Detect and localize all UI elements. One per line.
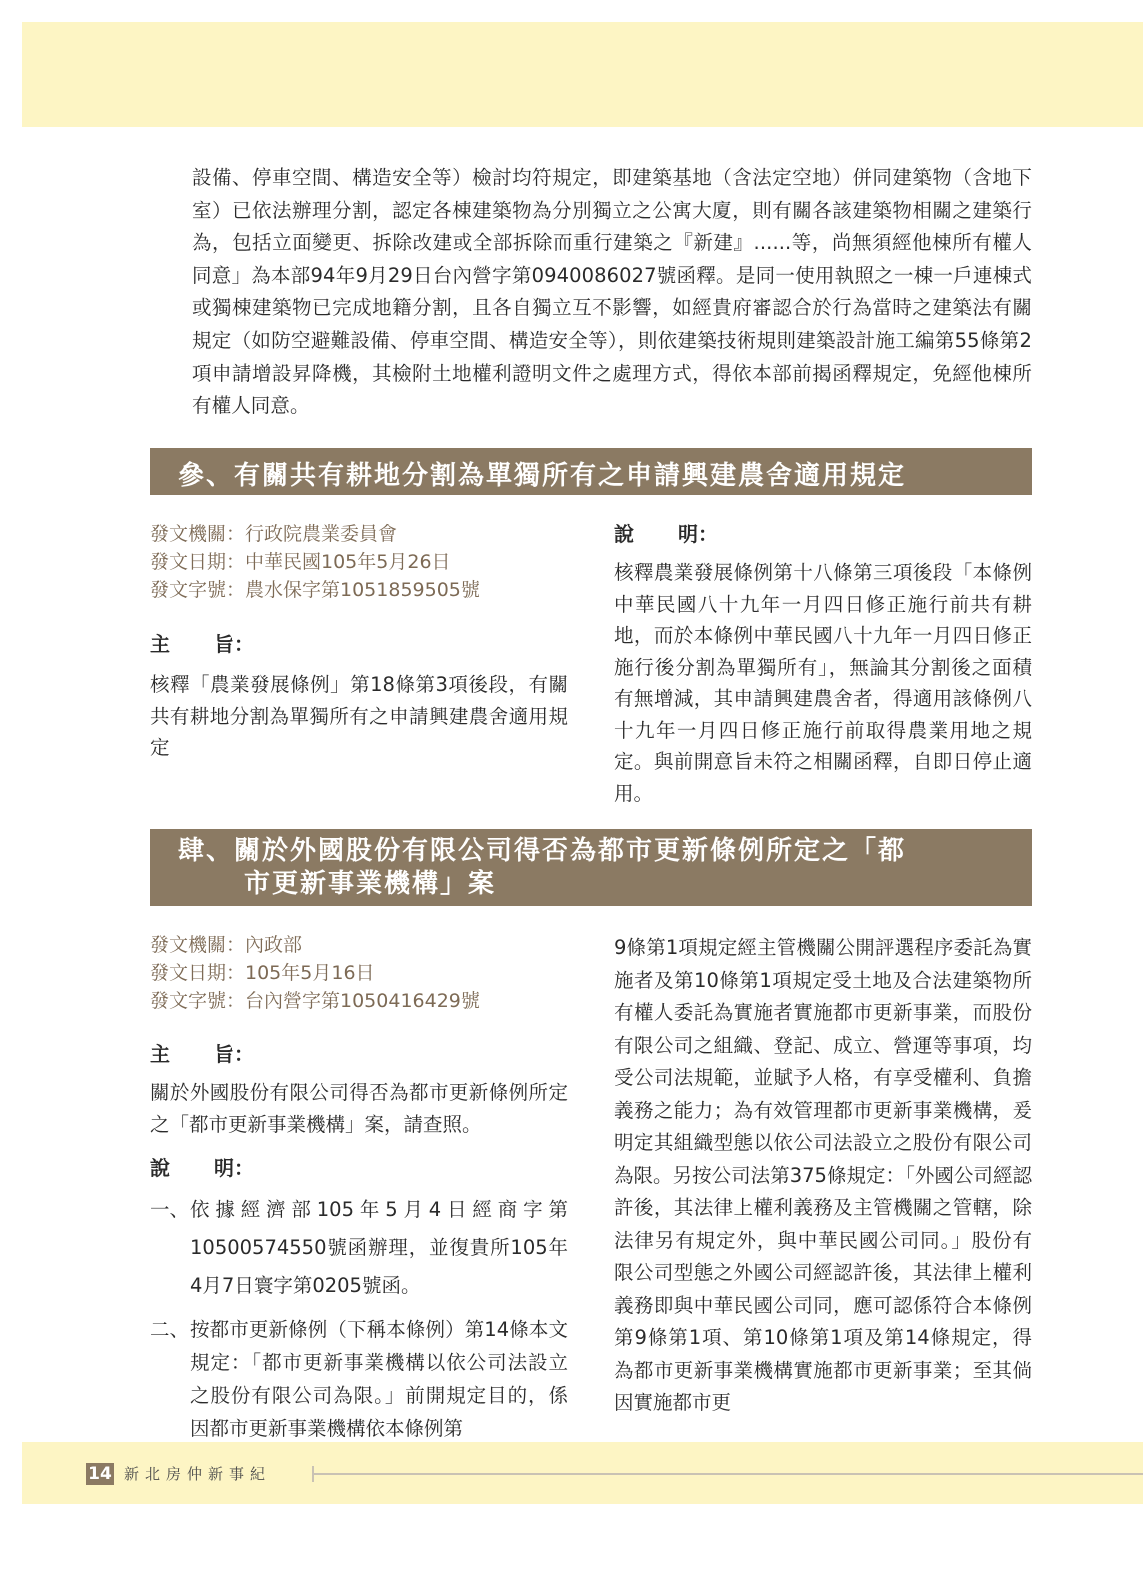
doc-number-line: 發文字號：農水保字第1051859505號	[150, 579, 480, 601]
list-item-number: 二、	[150, 1318, 190, 1341]
header-band	[22, 22, 1143, 127]
continued-text: 9條第1項規定經主管機關公開評選程序委託為實施者及第10條第1項規定受土地及合法建築物所有權人委託為實施者實施都市更新事業，而股份有限公司之組織、登記、成立、營運等事項，均受公司法規範，並賦予人格，有享受權利、負擔義務之能力；為有效管理都市更新事業機構，爰明定其組織型態以依公司法設立之股份有限公司為限。另按公司法第375條規定：「外國公司經認許後，其法律上權利義務及主管機關之管轄，除法律另有規定外，與中華民國公司同。」股份有限公司型態之外國公司經認許後，其法律上權利義務即與中華民國公司同，應可認係符合本條例第9條第1項、第10條第1項及第14條規定，得為都市更新事業機構實施都市更新事業；至其倘因實施都市更	[614, 936, 1032, 1414]
doc-number-line: 發文字號：台內營字第1050416429號	[150, 990, 480, 1012]
subject-text: 核釋「農業發展條例」第18條第3項後段，有關共有耕地分割為單獨所有之申請興建農舍適用規定	[150, 673, 568, 759]
section-4-left-column	[150, 931, 568, 1445]
section-3-left-column	[150, 520, 568, 764]
explain-label: 說 明：	[150, 1156, 254, 1180]
section-4-title-line1: 肆、關於外國股份有限公司得否為都市更新條例所定之「都	[178, 836, 907, 866]
date-line: 發文日期：105年5月16日	[150, 962, 375, 984]
subject-text: 關於外國股份有限公司得否為都市更新條例所定之「都市更新事業機構」案，請查照。	[150, 1081, 568, 1136]
subject-label: 主 旨：	[150, 632, 254, 656]
list-item-number: 一、	[150, 1198, 190, 1221]
list-item	[150, 1313, 568, 1445]
list-item	[150, 1191, 568, 1305]
magazine-title: 新北房仲新事紀	[124, 1465, 272, 1483]
issuer-line: 發文機關：內政部	[150, 934, 303, 956]
issuer-line: 發文機關：行政院農業委員會	[150, 523, 398, 545]
list-item-text: 依據經濟部105年5月4日經商字第10500574550號函辦理，並復貴所105年4月7日寰字第0205號函。	[190, 1198, 568, 1297]
section-3-right-column	[614, 518, 1032, 809]
explain-label: 說 明：	[614, 522, 718, 546]
subject-label: 主 旨：	[150, 1042, 254, 1066]
section-4-title	[150, 829, 1032, 906]
intro-paragraph: 設備、停車空間、構造安全等）檢討均符規定，即建築基地（含法定空地）併同建築物（含地下室）已依法辦理分割，認定各棟建築物為分別獨立之公寓大廈，則有關各該建築物相關之建築行為，包括立面變更、拆除改建或全部拆除而重行建築之『新建』......等，尚無須經他棟所有權人同意」為本部94年9月29日台內營字第0940086027號函釋。是同一使用執照之一棟一戶連棟式或獨棟建築物已完成地籍分割，且各自獨立互不影響，如經貴府審認合於行為當時之建築法有關規定（如防空避難設備、停車空間、構造安全等），則依建築技術規則建築設計施工編第55條第2項申請增設昇降機，其檢附土地權利證明文件之處理方式，得依本部前揭函釋規定，免經他棟所有權人同意。	[192, 166, 1032, 418]
list-item-text: 按都市更新條例（下稱本條例）第14條本文規定：「都市更新事業機構以依公司法設立之股份有限公司為限。」前開規定目的，係因都市更新事業機構依本條例第	[190, 1318, 568, 1440]
footer-divider-line	[312, 1473, 1143, 1475]
section-4-right-column	[614, 932, 1032, 1420]
date-line: 發文日期：中華民國105年5月26日	[150, 551, 451, 573]
section-4-title-line2: 市更新事業機構」案	[244, 869, 497, 899]
intro-paragraph-block	[192, 162, 1032, 423]
explain-text: 核釋農業發展條例第十八條第三項後段「本條例中華民國八十九年一月四日修正施行前共有耕地，而於本條例中華民國八十九年一月四日修正施行後分割為單獨所有」，無論其分割後之面積有無增減，其申請興建農舍者，得適用該條例八十九年一月四日修正施行前取得農業用地之規定。與前開意旨未符之相關函釋，自即日停止適用。	[614, 561, 1032, 805]
section-3-title-text: 參、有關共有耕地分割為單獨所有之申請興建農舍適用規定	[178, 461, 907, 491]
page-number: 14	[86, 1463, 114, 1485]
section-3-title	[150, 448, 1032, 495]
